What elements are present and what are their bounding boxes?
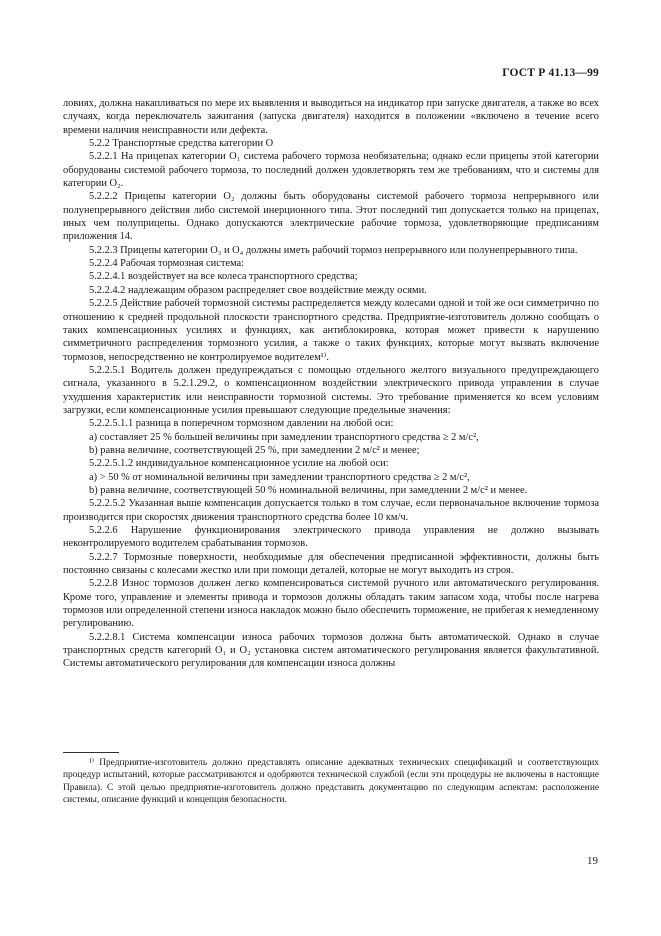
list-item: a) > 50 % от номинальной величины при замедлении транспортного средства ≥ 2 м/с²,	[89, 471, 470, 483]
paragraph: 5.2.2.5.1.2 индивидуальное компенсационное усилие на любой оси:	[89, 458, 389, 470]
paragraph: 5.2.2.7 Тормозные поверхности, необходимые для обеспечения предписанной эффективности, должны быть постоянно связаны с колесами жестко или при помощи деталей, которые не могут выходить из строя.	[63, 551, 599, 577]
paragraph: 5.2.2.4.1 воздействует на все колеса транспортного средства;	[89, 271, 358, 283]
paragraph: 5.2.2.5.1.1 разница в поперечном тормозном давлении на любой оси:	[89, 418, 394, 430]
paragraph: 5.2.2.5.1 Водитель должен предупреждаться с помощью отдельного желтого визуального предупреждающего сигнала, указанного в 5.2.1.29.2, о компенсационном воздействии электрического привода управления в случае ухудшения характеристик или неисправности тормозной системы. Это требование применяется ко всем условиям загрузки, если компенсационные усилия превышают следующие предельные значения:	[63, 364, 599, 416]
paragraph: 5.2.2.8 Износ тормозов должен легко компенсироваться системой ручного или автоматического регулирования. Кроме того, управление и элементы привода и тормозов должны обладать таким запасом хода, чтобы после нагрева тормозов или определенной степени износа накладок можно было обеспечить торможение, не прибегая к немедленному регулированию.	[63, 578, 599, 630]
paragraph: 5.2.2.5.2 Указанная выше компенсация допускается только в том случае, если первоначальное включение тормоза производится при скоростях движения транспортного средства более 10 км/ч.	[63, 498, 599, 523]
paragraph: 5.2.2.1 На прицепах категории O₁ система рабочего тормоза необязательна; однако если прицепы этой категории оборудованы системой рабочего тормоза, то последний должен удовлетворять тем же требованиям, что и системы для категории O₂.	[63, 151, 599, 190]
main-text	[63, 97, 599, 671]
footnote: ¹⁾ Предприятие-изготовитель должно представлять описание адекватных технических спецификаций и соответствующих процедур испытаний, которые рассматриваются и одобряются технической службой (если эти процедуры не включены в настоящие Правила). С этой целью предприятие-изготовитель должно представить документацию по следующим аспектам: расположение системы, описание функций и концепция безопасности.	[63, 758, 599, 806]
paragraph: 5.2.2.8.1 Система компенсации износа рабочих тормозов должна быть автоматической. Однако в случае транспортных средств категорий O₁ и O₂ установка систем автоматического регулирования является факультативной. Системы автоматического регулирования для компенсации износа должны	[63, 631, 599, 670]
page-number: 19	[587, 855, 598, 867]
section-heading: 5.2.2 Транспортные средства категории O	[89, 138, 274, 150]
paragraph: 5.2.2.6 Нарушение функционирования электрического привода управления не должно вызывать неконтролируемого водителем срабатывания тормозов.	[63, 525, 599, 550]
list-item: b) равна величине, соответствующей 50 % номинальной величины, при замедлении 2 м/с² и менее.	[89, 484, 528, 496]
paragraph: 5.2.2.4.2 надлежащим образом распределяет свое воздействие между осями.	[89, 284, 427, 296]
list-item: a) составляет 25 % большей величины при замедлении транспортного средства ≥ 2 м/с²,	[89, 431, 479, 443]
paragraph: 5.2.2.3 Прицепы категории O₃ и O₄ должны иметь рабочий тормоз непрерывного или полунепрерывного типа.	[89, 244, 578, 256]
section-heading: 5.2.2.4 Рабочая тормозная система:	[89, 258, 244, 270]
paragraph: 5.2.2.5 Действие рабочей тормозной системы распределяется между колесами одной и той же оси симметрично по отношению к средней продольной плоскости транспортного средства. Предприятие-изготовитель должно сообщать о таких компенсационных усилиях и функциях, как антиблокировка, которая может привести к нарушению симметричного распределения тормозного усилия, а также о таких функциях, которые могут вызвать включение тормозов, непосредственно не контролируемое водителем¹⁾.	[63, 298, 599, 363]
footnote-separator	[63, 752, 119, 753]
paragraph: ловиях, должна накапливаться по мере их выявления и выводиться на индикатор при запуске двигателя, а также во всех случаях, когда переключатель зажигания (запуска двигателя) находится в положении «включено в течение всего времени наличия неисправности или дефекта.	[63, 98, 599, 136]
paragraph: 5.2.2.2 Прицепы категории O₂ должны быть оборудованы системой рабочего тормоза непрерывного или полунепрерывного действия либо системой инерционного типа. Этот последний тип допускается только на прицепах, иных чем полуприцепы. Однако допускаются электрические рабочие тормоза, удовлетворяющие предписаниям приложения 14.	[63, 191, 599, 243]
list-item: b) равна величине, соответствующей 25 %, при замедлении 2 м/с² и менее;	[89, 444, 420, 456]
document-header: ГОСТ Р 41.13—99	[502, 67, 599, 79]
